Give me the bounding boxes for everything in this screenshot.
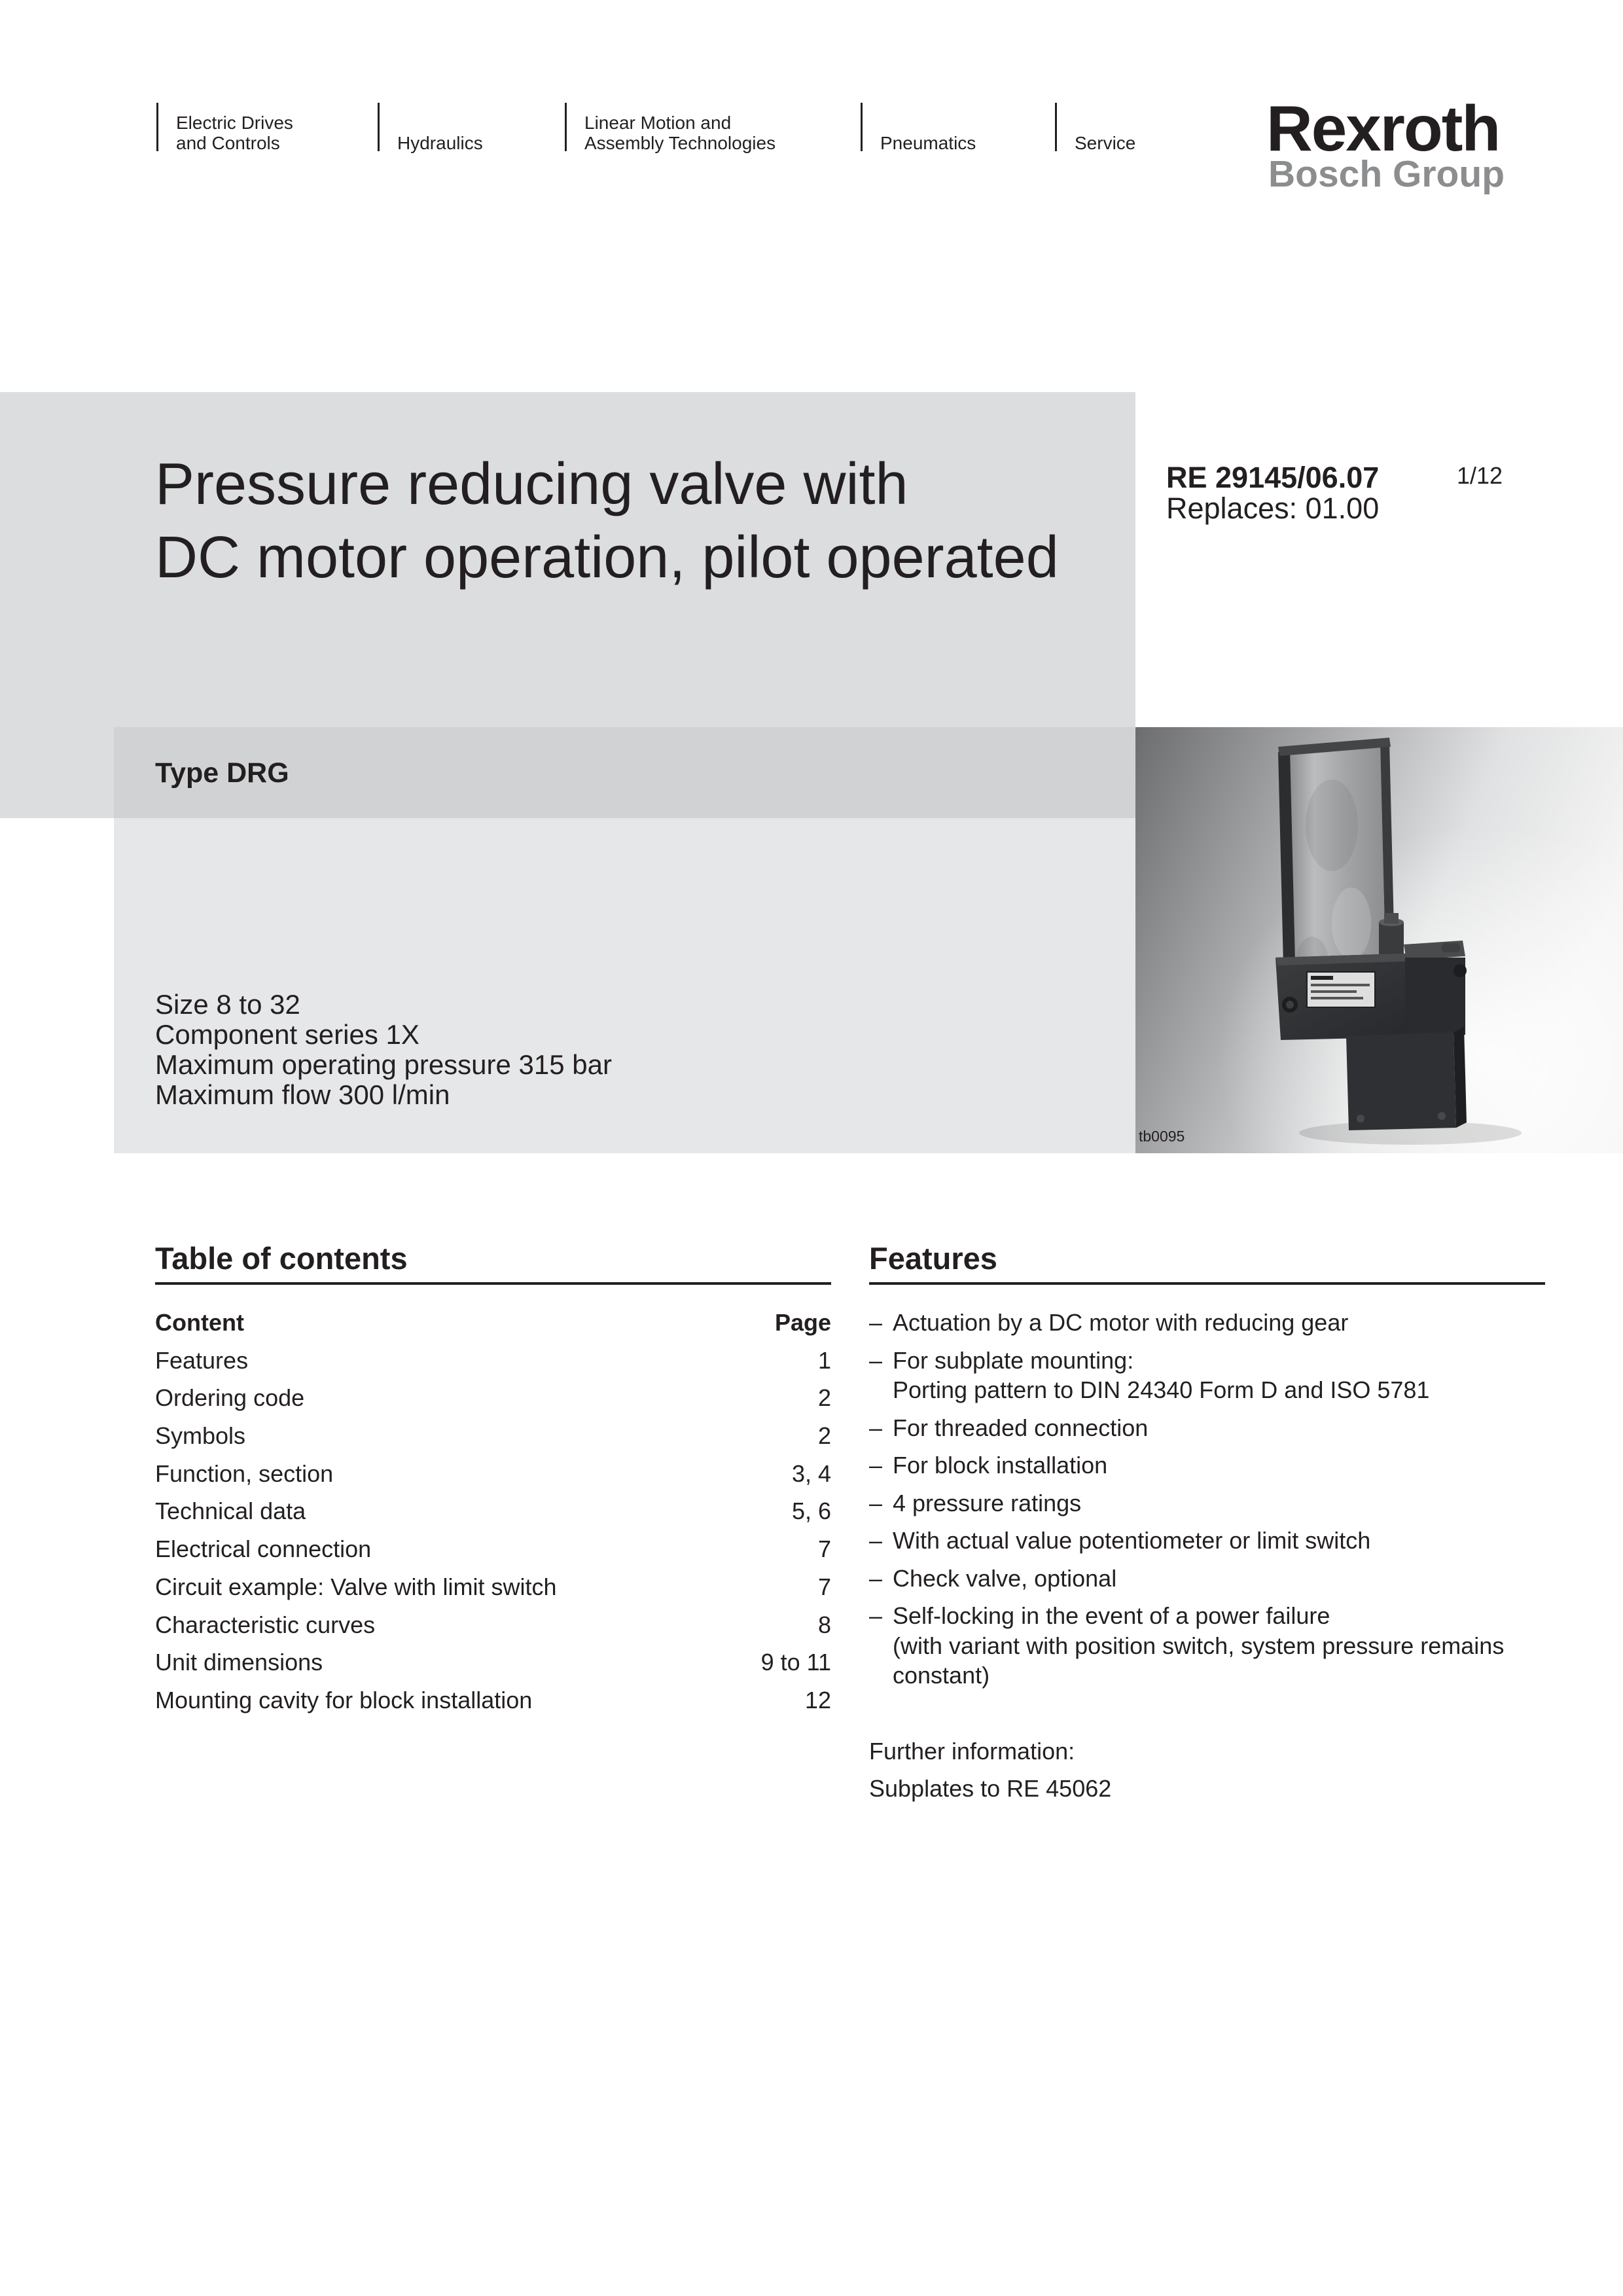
feature-item (869, 1450, 1545, 1480)
rexroth-logo: Rexroth (1266, 92, 1500, 164)
division-hydraulics (378, 103, 483, 153)
feature-item (869, 1488, 1545, 1518)
valve-connector (1379, 913, 1404, 956)
toc-heading: Table of contents (155, 1240, 831, 1285)
toc-entry: Circuit example: Valve with limit switch (155, 1573, 557, 1600)
toc-page: 2 (817, 1422, 831, 1450)
toc-page: 8 (817, 1611, 831, 1638)
feature-text: Actuation by a DC motor with reducing gear (893, 1309, 1349, 1336)
division-label-line1 (880, 113, 976, 133)
toc-row (155, 1379, 831, 1417)
table-of-contents (155, 1240, 831, 1719)
toc-entry: Technical data (155, 1498, 306, 1525)
further-information-text: Subplates to RE 45062 (869, 1775, 1112, 1803)
division-service (1055, 103, 1136, 153)
spec-line: Size 8 to 32 (155, 989, 300, 1020)
division-label-line1: Linear Motion and (584, 113, 732, 133)
toc-row (155, 1492, 831, 1530)
toc-row (155, 1530, 831, 1568)
bullet-dash: – (869, 1309, 883, 1336)
feature-item (869, 1308, 1545, 1338)
bullet-dash: – (869, 1602, 883, 1629)
bullet-dash: – (869, 1414, 883, 1441)
toc-entry: Features (155, 1346, 249, 1374)
toc-entry: Characteristic curves (155, 1611, 376, 1638)
feature-text: 4 pressure ratings (893, 1489, 1082, 1516)
product-photo (1135, 727, 1623, 1153)
toc-entry: Ordering code (155, 1384, 305, 1412)
toc-page: 1 (817, 1346, 831, 1374)
further-information-label: Further information: (869, 1737, 1075, 1765)
division-label-line2: Assembly Technologies (584, 133, 776, 153)
features-section (869, 1240, 1545, 1808)
feature-text: With actual value potentiometer or limit switch (893, 1527, 1371, 1554)
division-pneumatics (861, 103, 976, 153)
feature-text: (with variant with position switch, system pressure remains (893, 1632, 1505, 1659)
toc-page: 9 to 11 (760, 1649, 831, 1676)
division-linear-motion (565, 103, 776, 153)
feature-text: Self-locking in the event of a power failure (893, 1602, 1330, 1629)
toc-row (155, 1643, 831, 1681)
toc-entry: Electrical connection (155, 1535, 372, 1563)
replaces-note: Replaces: 01.00 (1166, 492, 1380, 525)
toc-row (155, 1606, 831, 1644)
feature-text: For block installation (893, 1452, 1108, 1479)
feature-text: For subplate mounting: (893, 1346, 1134, 1374)
spec-line: Component series 1X (155, 1019, 419, 1050)
feature-item (869, 1346, 1545, 1405)
bullet-dash: – (869, 1527, 883, 1554)
division-label-line1 (1075, 113, 1135, 133)
photo-code: tb0095 (1139, 1128, 1185, 1145)
toc-col-content: Content (155, 1309, 244, 1336)
title-line: DC motor operation, pilot operated (155, 525, 1059, 590)
toc-row (155, 1568, 831, 1606)
toc-row (155, 1455, 831, 1493)
feature-text: Check valve, optional (893, 1564, 1117, 1592)
toc-col-page: Page (774, 1309, 831, 1336)
bullet-dash: – (869, 1489, 883, 1516)
toc-row (155, 1417, 831, 1455)
features-heading: Features (869, 1240, 1545, 1285)
valve-illustration (1135, 727, 1623, 1153)
features-list (869, 1308, 1545, 1691)
type-label: Type DRG (155, 757, 289, 789)
toc-page: 7 (817, 1535, 831, 1563)
toc-page: 3, 4 (791, 1460, 831, 1487)
division-label-line1: Electric Drives (176, 113, 293, 133)
toc-page: 12 (804, 1686, 831, 1713)
toc-row (155, 1681, 831, 1719)
feature-item (869, 1564, 1545, 1594)
bullet-dash: – (869, 1452, 883, 1479)
spec-summary (155, 990, 612, 1110)
feature-text: constant) (893, 1662, 990, 1689)
toc-entry: Function, section (155, 1460, 334, 1487)
toc-page: 2 (817, 1384, 831, 1412)
division-label-line2: Pneumatics (880, 133, 976, 153)
toc-list (155, 1304, 831, 1719)
title-line: Pressure reducing valve with (155, 452, 908, 517)
feature-item (869, 1413, 1545, 1443)
page-number: 1/12 (1457, 462, 1503, 489)
toc-entry: Symbols (155, 1422, 246, 1450)
toc-row (155, 1342, 831, 1380)
bullet-dash: – (869, 1564, 883, 1592)
valve-gear-housing (1404, 941, 1467, 1035)
feature-item (869, 1526, 1545, 1556)
toc-page: 7 (817, 1573, 831, 1600)
further-information (869, 1732, 1545, 1808)
division-label-line2: and Controls (176, 133, 280, 153)
spec-line: Maximum operating pressure 315 bar (155, 1049, 613, 1080)
bullet-dash: – (869, 1346, 883, 1374)
division-label-line2: Hydraulics (397, 133, 483, 153)
division-label-line1 (397, 113, 483, 133)
valve-lower-block (1346, 1027, 1467, 1130)
document-number-block (1166, 462, 1379, 524)
feature-text: For threaded connection (893, 1414, 1149, 1441)
page-title (155, 448, 1059, 594)
division-electric-drives (156, 103, 293, 153)
toc-page: 5, 6 (791, 1498, 831, 1525)
division-label-line2: Service (1075, 133, 1136, 153)
toc-header-row (155, 1304, 831, 1342)
spec-line: Maximum flow 300 l/min (155, 1079, 450, 1110)
bosch-group-logo: Bosch Group (1268, 153, 1505, 195)
document-number: RE 29145/06.07 (1166, 461, 1380, 494)
feature-item (869, 1601, 1545, 1691)
toc-entry: Unit dimensions (155, 1649, 323, 1676)
toc-entry: Mounting cavity for block installation (155, 1686, 533, 1713)
feature-text: Porting pattern to DIN 24340 Form D and ISO 5781 (893, 1376, 1430, 1403)
